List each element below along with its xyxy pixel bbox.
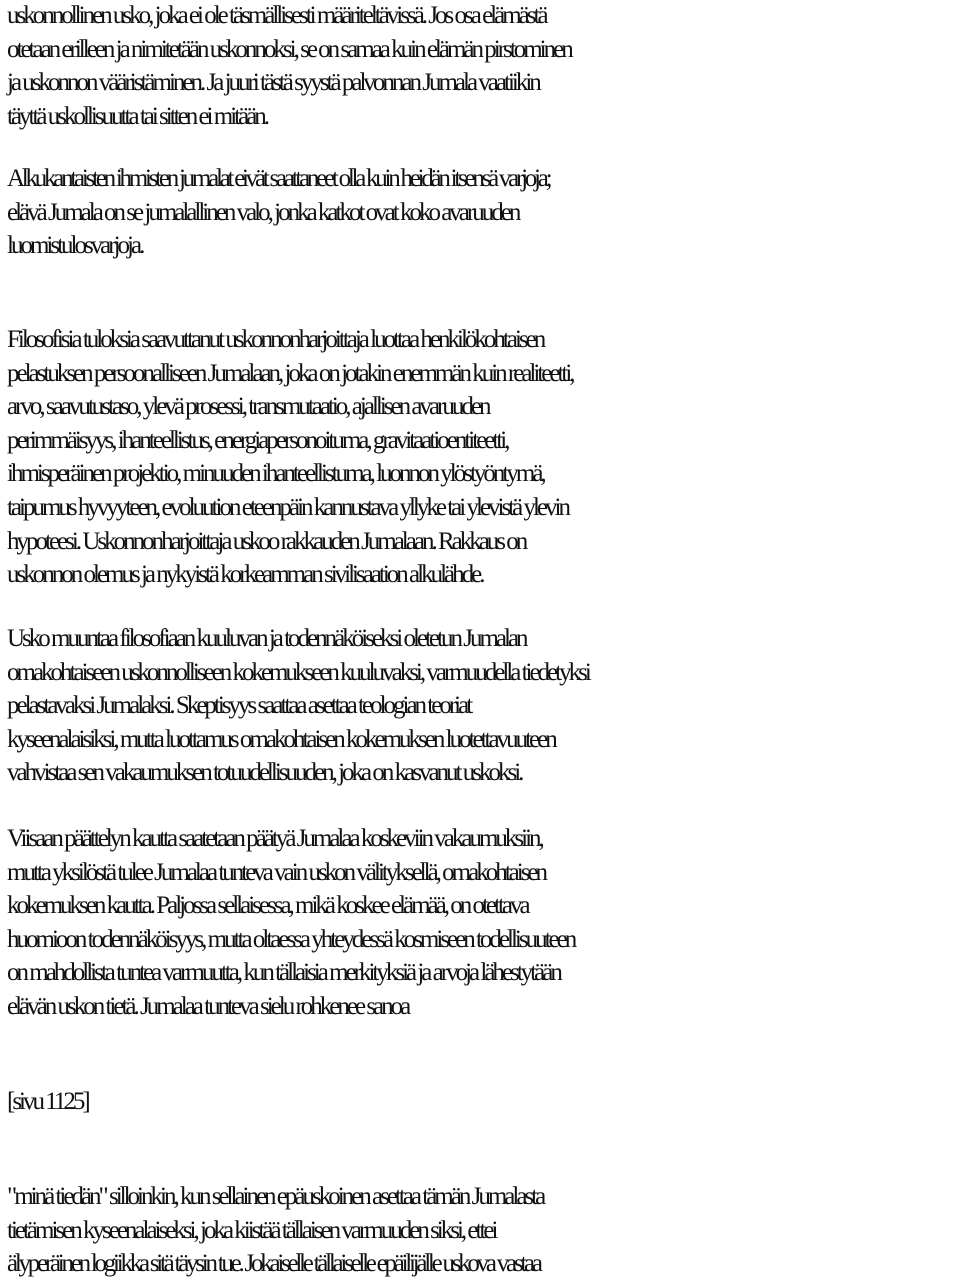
text-line: huomioon todennäköisyys, mutta oltaessa yhteydessä kosmiseen todellisuuteen (7, 925, 575, 953)
text-line: kyseenalaisiksi, mutta luottamus omakohtaisen kokemuksen luotettavuuteen (7, 725, 555, 753)
page-reference (7, 1085, 960, 1119)
text-line: pelastavaksi Jumalaksi. Skeptisyys saattaa asettaa teologian teoriat (7, 692, 471, 720)
text-line: kokemuksen kautta. Paljossa sellaisessa, mikä koskee elämää, on otettava (7, 892, 528, 920)
text-line: ja uskonnon vääristäminen. Ja juuri tästä syystä palvonnan Jumala vaatiikin (7, 69, 539, 97)
text-line: täyttä uskollisuutta tai sitten ei mitään. (7, 102, 268, 130)
text-line: uskonnollinen usko, joka ei ole täsmällisesti määriteltävissä. Jos osa elämästä (7, 2, 546, 29)
paragraph-4 (7, 622, 960, 790)
text-line: vahvistaa sen vakaumuksen totuudellisuuden, joka on kasvanut uskoksi. (7, 759, 522, 787)
text-line: Filosofisia tuloksia saavuttanut uskonnonharjoittaja luottaa henkilökohtaisen (7, 326, 544, 353)
text-line: [sivu 1125] (7, 1088, 88, 1115)
paragraph-2 (7, 162, 960, 263)
text-line: Usko muuntaa filosofiaan kuuluvan ja todennäköiseksi oletetun Jumalan (7, 625, 526, 652)
text-line: luomistulosvarjoja. (7, 232, 143, 260)
text-line: ihmisperäinen projektio, minuuden ihanteellistuma, luonnon ylöstyöntymä, (7, 460, 544, 488)
text-line: tietämisen kyseenalaiseksi, joka kiistää tällaisen varmuuden siksi, ettei (7, 1216, 496, 1244)
paragraph-6 (7, 1180, 960, 1281)
text-line: pelastuksen persoonalliseen Jumalaan, joka on jotakin enemmän kuin realiteetti, (7, 359, 573, 387)
text-line: omakohtaiseen uskonnolliseen kokemukseen kuuluvaksi, varmuudella tiedetyksi (7, 658, 589, 686)
text-line: "minä tiedän" silloinkin, kun sellainen epäuskoinen asettaa tämän Jumalasta (7, 1183, 544, 1210)
text-line: Viisaan päättelyn kautta saatetaan päätyä Jumalaa koskeviin vakaumuksiin, (7, 825, 542, 852)
text-line: perimmäisyys, ihanteellistus, energiapersonoituma, gravitaatioentiteetti, (7, 426, 508, 454)
text-line: elävän uskon tietä. Jumalaa tunteva sielu rohkenee sanoa (7, 992, 409, 1020)
paragraph-5 (7, 822, 960, 1024)
text-line: älyperäinen logiikka sitä täysin tue. Jokaiselle tällaiselle epäilijälle uskova vastaa (7, 1250, 540, 1278)
text-line: on mahdollista tuntea varmuutta, kun tällaisia merkityksiä ja arvoja lähestytään (7, 959, 560, 987)
text-line: uskonnon olemus ja nykyistä korkeamman sivilisaation alkulähde. (7, 561, 483, 589)
text-line: arvo, saavutustaso, ylevä prosessi, transmutaatio, ajallisen avaruuden (7, 393, 489, 421)
text-line: Alkukantaisten ihmisten jumalat eivät saattaneet olla kuin heidän itsensä varjoja; (7, 165, 550, 192)
text-line: mutta yksilöstä tulee Jumalaa tunteva vain uskon välityksellä, omakohtaisen (7, 858, 546, 886)
text-line: otetaan erilleen ja nimitetään uskonnoksi, se on samaa kuin elämän pirstominen (7, 35, 571, 63)
paragraph-3 (7, 323, 960, 592)
text-line: elävä Jumala on se jumalallinen valo, jonka katkot ovat koko avaruuden (7, 198, 519, 226)
paragraph-1 (7, 0, 960, 133)
text-line: hypoteesi. Uskonnonharjoittaja uskoo rakkauden Jumalaan. Rakkaus on (7, 527, 526, 555)
text-line: taipumus hyvyyteen, evoluution eteenpäin kannustava yllyke tai ylevistä ylevin (7, 493, 568, 521)
